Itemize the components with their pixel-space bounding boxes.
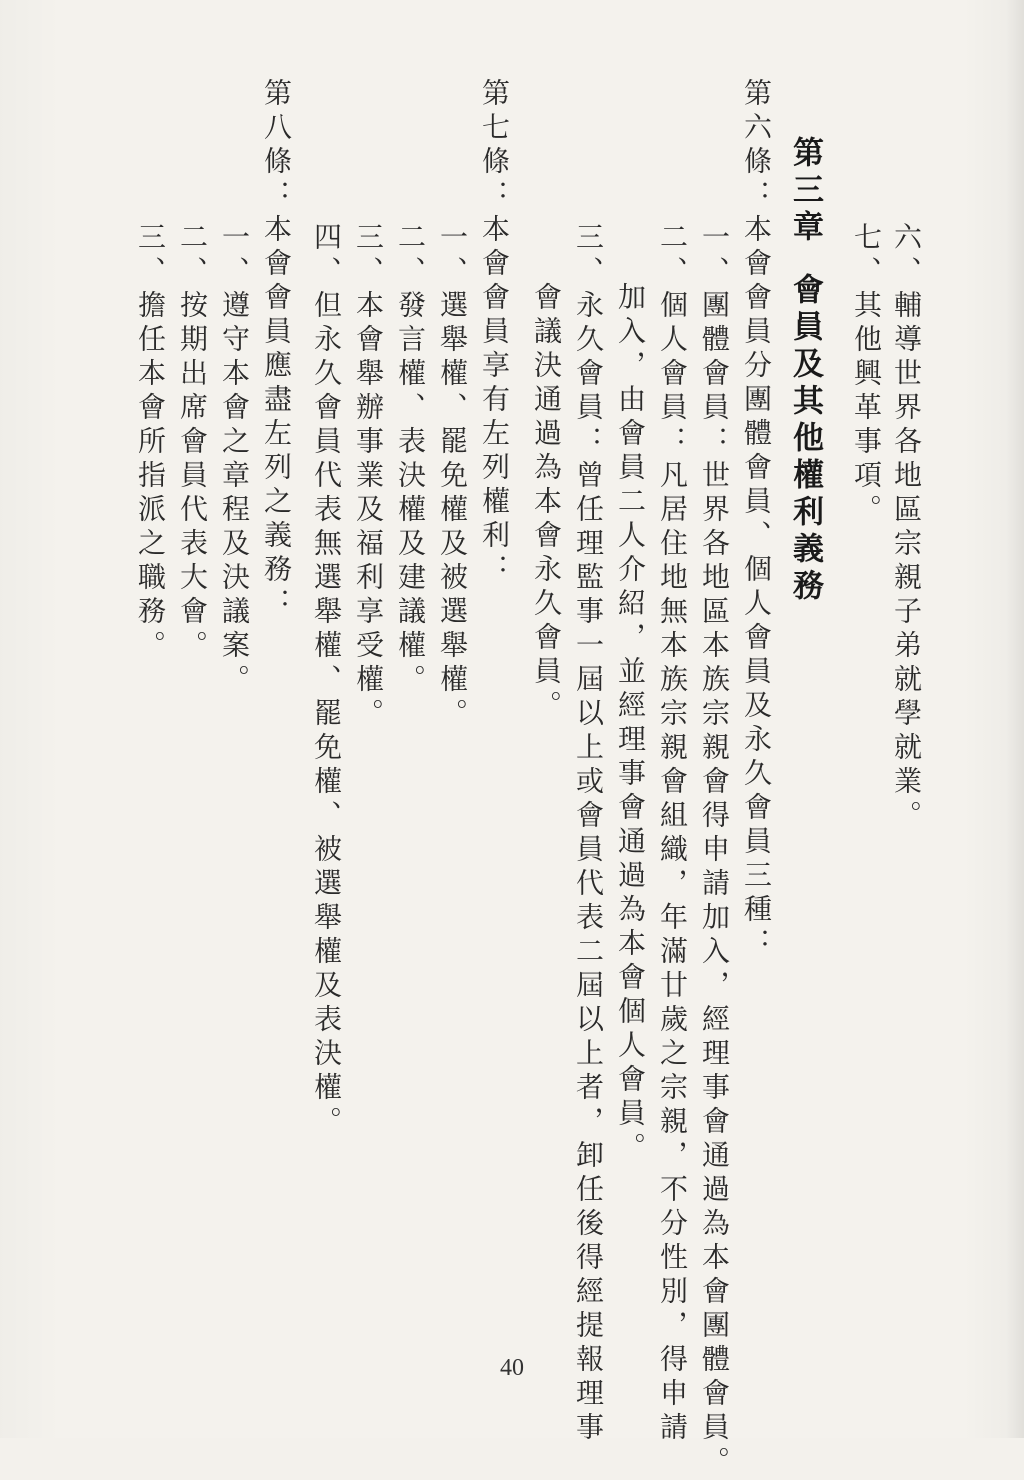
page-number: 40 xyxy=(500,1355,524,1381)
chapter-number: 第三章 xyxy=(787,136,823,247)
chapter-title: 會員及其他權利義務 xyxy=(787,273,823,606)
article-7-item-4: 四、但永久會員代表無選舉權、罷免權、被選舉權及表決權。 xyxy=(310,222,343,1140)
article-7-item-2: 二、發言權、表決權及建議權。 xyxy=(394,222,427,698)
article-6-item-3-cont: 會議決通過為本會永久會員。 xyxy=(530,282,563,724)
article-8-heading: 第八條：本會會員應盡左列之義務： xyxy=(260,78,293,622)
article-6-heading: 第六條：本會會員分團體會員、個人會員及永久會員三種： xyxy=(740,78,773,962)
article-8-item-3: 三、擔任本會所指派之職務。 xyxy=(134,222,167,664)
article-8-item-1: 一、遵守本會之章程及決議案。 xyxy=(218,222,251,698)
article-6-item-2: 二、個人會員：凡居住地無本族宗親會組織，年滿廿歲之宗親，不分性別，得申請 xyxy=(656,222,689,1446)
chapter-heading xyxy=(785,136,825,606)
page-edge-shadow xyxy=(1006,0,1024,1438)
article-5-item-7: 七、其他興革事項。 xyxy=(850,222,883,528)
article-7-item-1: 一、選舉權、罷免權及被選舉權。 xyxy=(436,222,469,732)
article-7-heading: 第七條：本會會員享有左列權利： xyxy=(478,78,511,588)
article-7-item-3: 三、本會舉辦事業及福利享受權。 xyxy=(352,222,385,732)
article-6-item-1: 一、團體會員：世界各地區本族宗親會得申請加入，經理事會通過為本會團體會員。 xyxy=(698,222,731,1480)
article-5-item-6: 六、輔導世界各地區宗親子弟就學就業。 xyxy=(890,222,923,834)
article-8-item-2: 二、按期出席會員代表大會。 xyxy=(176,222,209,664)
article-6-item-2-cont: 加入，由會員二人介紹，並經理事會通過為本會個人會員。 xyxy=(614,282,647,1166)
article-6-item-3: 三、永久會員：曾任理監事一屆以上或會員代表二屆以上者，卸任後得經提報理事 xyxy=(572,222,605,1446)
